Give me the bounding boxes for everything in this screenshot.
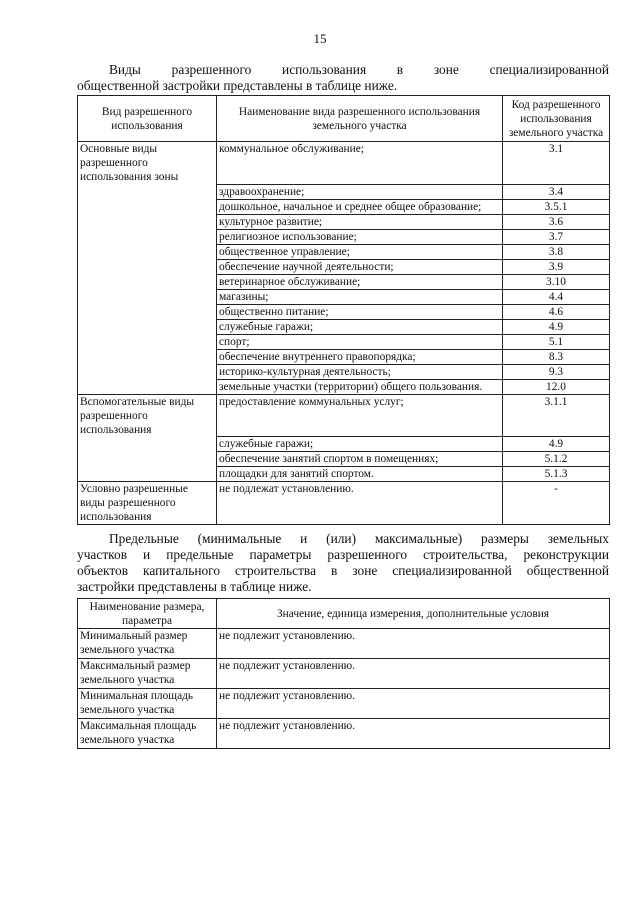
param-value-cell: не подлежит установлению.: [217, 689, 610, 719]
col-header-name: Наименование вида разрешенного использования земельного участка: [217, 96, 503, 142]
use-code-cell: 3.9: [503, 259, 610, 274]
use-name-cell: коммунальное обслуживание;: [217, 142, 503, 185]
param-value-cell: не подлежит установлению.: [217, 719, 610, 749]
col-header-type: Вид разрешенного использования: [78, 96, 217, 142]
land-use-row: [78, 304, 610, 319]
land-use-row: [78, 184, 610, 199]
category-cell: Условно разрешенные виды разрешенного использования: [78, 482, 217, 525]
use-name-cell: религиозное использование;: [217, 229, 503, 244]
category-cell-empty: [78, 199, 217, 214]
land-use-row: [78, 259, 610, 274]
category-cell-empty: [78, 437, 217, 452]
use-name-cell: ветеринарное обслуживание;: [217, 274, 503, 289]
use-name-cell: магазины;: [217, 289, 503, 304]
land-use-table: [77, 95, 610, 525]
use-name-cell: историко-культурная деятельность;: [217, 364, 503, 379]
use-name-cell: дошкольное, начальное и среднее общее образование;: [217, 199, 503, 214]
land-use-row: [78, 334, 610, 349]
use-name-cell: площадки для занятий спортом.: [217, 467, 503, 482]
category-cell-empty: [78, 452, 217, 467]
land-use-row: [78, 379, 610, 394]
limits-row: [78, 659, 610, 689]
use-code-cell: 5.1: [503, 334, 610, 349]
param-name-cell: Максимальный размер земельного участка: [78, 659, 217, 689]
land-use-row: [78, 394, 610, 437]
land-use-row: [78, 214, 610, 229]
category-cell-empty: [78, 319, 217, 334]
use-code-cell: 3.6: [503, 214, 610, 229]
use-code-cell: 5.1.3: [503, 467, 610, 482]
category-cell-empty: [78, 364, 217, 379]
limits-row: [78, 689, 610, 719]
use-name-cell: обеспечение занятий спортом в помещениях;: [217, 452, 503, 467]
use-code-cell: 3.1: [503, 142, 610, 185]
category-cell-empty: [78, 229, 217, 244]
land-use-row: [78, 289, 610, 304]
category-cell-empty: [78, 259, 217, 274]
category-cell-empty: [78, 244, 217, 259]
use-name-cell: служебные гаражи;: [217, 319, 503, 334]
para2-line-1: Предельные (минимальные и (или) максимальные) размеры земельных: [109, 531, 609, 546]
land-use-row: [78, 482, 610, 525]
category-cell-empty: [78, 334, 217, 349]
land-use-row: [78, 437, 610, 452]
param-name-cell: Минимальный размер земельного участка: [78, 629, 217, 659]
para2-line-3: объектов капитального строительства в зоне специализированной общественной: [77, 563, 609, 578]
use-name-cell: служебные гаражи;: [217, 437, 503, 452]
param-value-cell: не подлежит установлению.: [217, 629, 610, 659]
land-use-row: [78, 244, 610, 259]
use-name-cell: земельные участки (территории) общего пользования.: [217, 379, 503, 394]
limits-table: [77, 598, 610, 749]
use-code-cell: 4.9: [503, 319, 610, 334]
use-code-cell: 4.6: [503, 304, 610, 319]
use-name-cell: предоставление коммунальных услуг;: [217, 394, 503, 437]
intro-line-1: Виды разрешенного использования в зоне специализированной: [109, 62, 609, 77]
use-code-cell: 5.1.2: [503, 452, 610, 467]
para2-line-4: застройки представлены в таблице ниже.: [77, 579, 312, 594]
page-number: 15: [313, 31, 327, 46]
intro-line-2: общественной застройки представлены в таблице ниже.: [77, 78, 398, 93]
use-code-cell: -: [503, 482, 610, 525]
use-name-cell: обеспечение внутреннего правопорядка;: [217, 349, 503, 364]
use-code-cell: 3.4: [503, 184, 610, 199]
limits-row: [78, 629, 610, 659]
use-code-cell: 3.7: [503, 229, 610, 244]
use-code-cell: 3.8: [503, 244, 610, 259]
land-use-row: [78, 467, 610, 482]
category-cell-empty: [78, 349, 217, 364]
use-name-cell: общественное управление;: [217, 244, 503, 259]
use-name-cell: обеспечение научной деятельности;: [217, 259, 503, 274]
t2-header-param: Наименование размера, параметра: [78, 599, 217, 629]
use-code-cell: 3.1.1: [503, 394, 610, 437]
use-code-cell: 8.3: [503, 349, 610, 364]
category-cell-empty: [78, 467, 217, 482]
col-header-code: Код разрешенного использования земельного участка: [503, 96, 610, 142]
category-cell: Основные виды разрешенного использования зоны: [78, 142, 217, 185]
category-cell-empty: [78, 289, 217, 304]
use-name-cell: культурное развитие;: [217, 214, 503, 229]
land-use-row: [78, 349, 610, 364]
land-use-row: [78, 364, 610, 379]
land-use-row: [78, 319, 610, 334]
use-code-cell: 4.9: [503, 437, 610, 452]
land-use-row: [78, 452, 610, 467]
param-name-cell: Максимальная площадь земельного участка: [78, 719, 217, 749]
category-cell-empty: [78, 304, 217, 319]
use-name-cell: общественно питание;: [217, 304, 503, 319]
category-cell-empty: [78, 184, 217, 199]
use-name-cell: здравоохранение;: [217, 184, 503, 199]
land-use-row: [78, 199, 610, 214]
t2-header-value: Значение, единица измерения, дополнительные условия: [217, 599, 610, 629]
param-name-cell: Минимальная площадь земельного участка: [78, 689, 217, 719]
land-use-row: [78, 229, 610, 244]
use-name-cell: не подлежат установлению.: [217, 482, 503, 525]
use-code-cell: 3.10: [503, 274, 610, 289]
limits-row: [78, 719, 610, 749]
use-code-cell: 4.4: [503, 289, 610, 304]
category-cell-empty: [78, 274, 217, 289]
use-code-cell: 3.5.1: [503, 199, 610, 214]
param-value-cell: не подлежит установлению.: [217, 659, 610, 689]
land-use-row: [78, 142, 610, 185]
category-cell-empty: [78, 214, 217, 229]
use-name-cell: спорт;: [217, 334, 503, 349]
category-cell-empty: [78, 379, 217, 394]
category-cell: Вспомогательные виды разрешенного использования: [78, 394, 217, 437]
land-use-row: [78, 274, 610, 289]
para2-line-2: участков и предельные параметры разрешенного строительства, реконструкции: [77, 547, 609, 562]
use-code-cell: 12.0: [503, 379, 610, 394]
use-code-cell: 9.3: [503, 364, 610, 379]
